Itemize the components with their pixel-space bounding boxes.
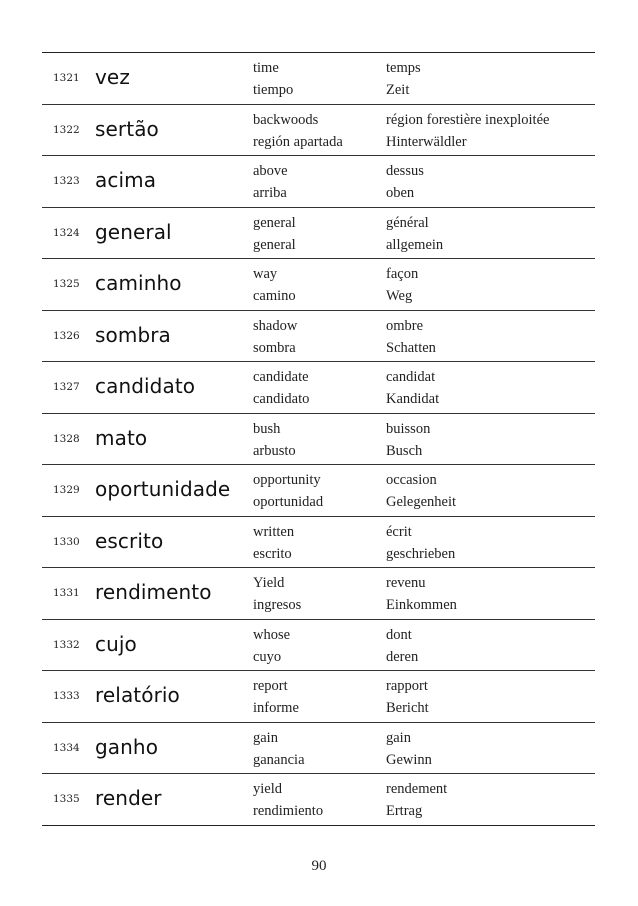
- english-translation: gain: [253, 729, 278, 746]
- portuguese-word: rendimento: [95, 580, 212, 604]
- french-translation: candidat: [386, 369, 436, 385]
- entry-number: 1322: [53, 123, 80, 136]
- french-translation: gain: [386, 729, 411, 746]
- german-translation: Bericht: [386, 700, 429, 716]
- table-row: [42, 53, 595, 105]
- french-translation: revenu: [386, 575, 426, 591]
- spanish-translation: arbusto: [253, 442, 296, 459]
- french-translation: temps: [386, 60, 421, 76]
- entry-number: 1327: [53, 381, 80, 393]
- spanish-translation: informe: [253, 700, 299, 716]
- table-row: [42, 414, 595, 466]
- portuguese-word: sertão: [95, 116, 159, 141]
- english-translation: whose: [253, 626, 291, 643]
- entry-number: 1326: [53, 329, 80, 342]
- spanish-translation: general: [253, 236, 296, 253]
- german-translation: Gelegenheit: [386, 494, 457, 510]
- spanish-translation: arriba: [253, 185, 287, 201]
- portuguese-word: sombra: [95, 322, 171, 347]
- english-translation: backwoods: [253, 111, 319, 128]
- table-row: [42, 517, 595, 569]
- german-translation: Ertrag: [386, 803, 423, 819]
- spanish-translation: ganancia: [253, 751, 305, 768]
- german-translation: Busch: [386, 442, 423, 459]
- spanish-translation: sombra: [253, 339, 296, 356]
- german-translation: Gewinn: [386, 751, 432, 768]
- table-row: [42, 568, 595, 620]
- portuguese-word: general: [95, 219, 172, 244]
- english-translation: opportunity: [253, 472, 321, 488]
- table-row: [42, 362, 595, 414]
- english-translation: report: [253, 678, 288, 694]
- french-translation: rendement: [386, 781, 448, 797]
- portuguese-word: oportunidade: [95, 477, 231, 501]
- portuguese-word: render: [95, 786, 162, 810]
- table-row: [42, 465, 595, 517]
- french-translation: écrit: [386, 523, 412, 540]
- portuguese-word: relatório: [95, 683, 180, 707]
- spanish-translation: cuyo: [253, 648, 282, 665]
- page-number: 90: [311, 858, 327, 874]
- table-row: [42, 105, 595, 157]
- table-row: [42, 156, 595, 208]
- spanish-translation: camino: [253, 288, 296, 304]
- german-translation: Hinterwäldler: [386, 133, 467, 150]
- entry-number: 1335: [53, 793, 80, 805]
- english-translation: candidate: [253, 369, 309, 385]
- german-translation: Zeit: [386, 82, 410, 98]
- french-translation: général: [386, 214, 429, 231]
- entry-number: 1330: [53, 535, 80, 548]
- table-row: [42, 671, 595, 723]
- portuguese-word: mato: [95, 425, 148, 450]
- portuguese-word: vez: [95, 65, 130, 89]
- english-translation: general: [253, 214, 296, 231]
- entry-number: 1324: [53, 226, 80, 239]
- entry-number: 1331: [53, 587, 80, 599]
- entry-number: 1334: [53, 741, 80, 754]
- portuguese-word: acima: [95, 168, 157, 192]
- spanish-translation: ingresos: [253, 597, 302, 613]
- german-translation: Einkommen: [386, 597, 457, 613]
- english-translation: bush: [253, 420, 281, 437]
- french-translation: dont: [386, 626, 412, 643]
- table-row: [42, 311, 595, 363]
- table-row: [42, 259, 595, 311]
- portuguese-word: candidato: [95, 374, 196, 398]
- english-translation: time: [253, 60, 279, 76]
- english-translation: yield: [253, 781, 282, 797]
- spanish-translation: escrito: [253, 545, 292, 562]
- table-row: [42, 774, 595, 826]
- entry-number: 1332: [53, 638, 80, 651]
- french-translation: buisson: [386, 420, 431, 437]
- french-translation: rapport: [386, 678, 428, 694]
- german-translation: Weg: [386, 288, 413, 304]
- english-translation: way: [253, 266, 278, 282]
- french-translation: dessus: [386, 163, 424, 179]
- entry-number: 1323: [53, 175, 80, 187]
- portuguese-word: cujo: [95, 631, 137, 656]
- french-translation: ombre: [386, 317, 424, 334]
- spanish-translation: candidato: [253, 391, 310, 407]
- german-translation: allgemein: [386, 236, 444, 253]
- vocabulary-table: [42, 52, 595, 826]
- table-row: [42, 208, 595, 260]
- entry-number: 1333: [53, 690, 80, 702]
- spanish-translation: oportunidad: [253, 494, 324, 510]
- french-translation: occasion: [386, 472, 437, 488]
- portuguese-word: caminho: [95, 271, 182, 295]
- german-translation: geschrieben: [386, 545, 456, 562]
- english-translation: shadow: [253, 317, 298, 334]
- entry-number: 1321: [53, 72, 80, 84]
- german-translation: Schatten: [386, 339, 436, 356]
- english-translation: Yield: [253, 575, 285, 591]
- french-translation: région forestière inexploitée: [386, 111, 550, 128]
- spanish-translation: rendimiento: [253, 803, 324, 819]
- german-translation: deren: [386, 648, 419, 665]
- spanish-translation: región apartada: [253, 133, 343, 150]
- german-translation: oben: [386, 185, 415, 201]
- portuguese-word: escrito: [95, 528, 164, 553]
- german-translation: Kandidat: [386, 391, 440, 407]
- spanish-translation: tiempo: [253, 82, 294, 98]
- entry-number: 1328: [53, 432, 80, 445]
- portuguese-word: ganho: [95, 734, 159, 759]
- entry-number: 1329: [53, 484, 80, 496]
- entry-number: 1325: [53, 278, 80, 290]
- english-translation: written: [253, 523, 295, 540]
- table-row: [42, 723, 595, 775]
- french-translation: façon: [386, 266, 419, 282]
- table-row: [42, 620, 595, 672]
- english-translation: above: [253, 163, 288, 179]
